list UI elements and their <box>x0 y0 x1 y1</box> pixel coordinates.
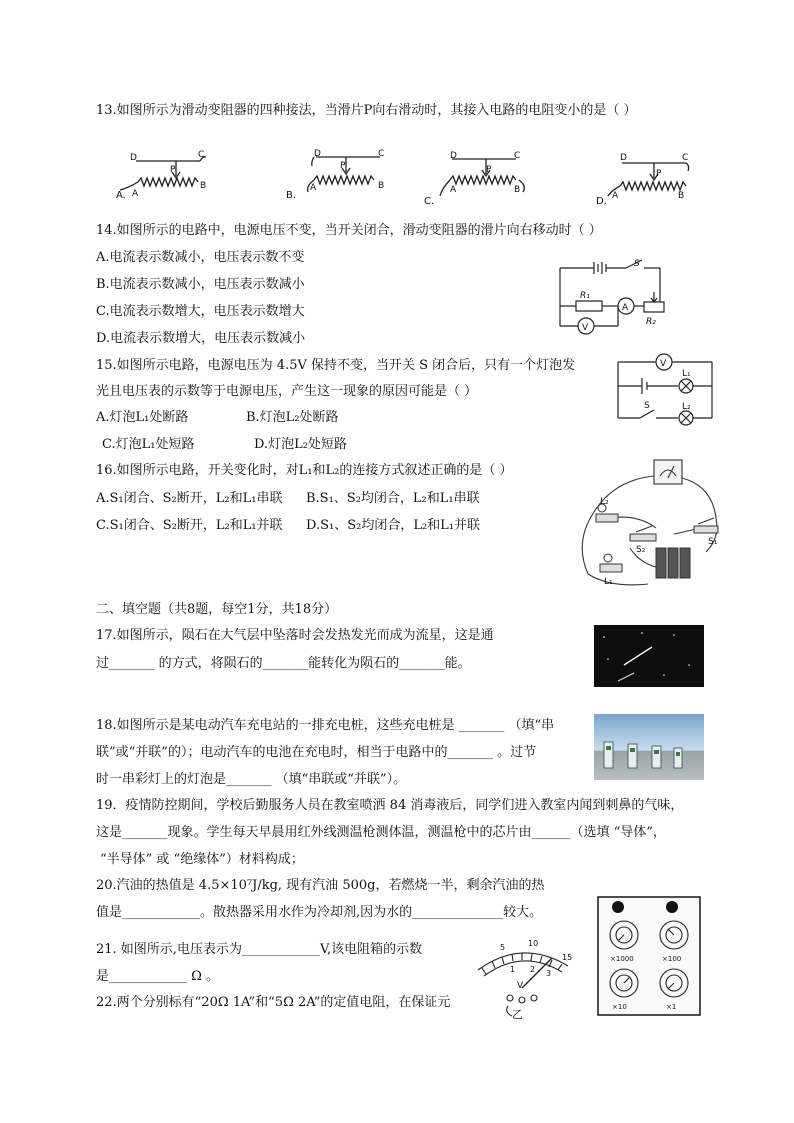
charging-station-photo <box>594 714 704 780</box>
q13a-d: D <box>130 153 137 163</box>
q15-label-l2: L₂ <box>682 402 691 412</box>
multiplier-1000: ×1000 <box>610 955 634 963</box>
meter-fig-label: 乙 <box>512 1008 523 1020</box>
q16-choice-a: A.S₁闭合、S₂断开，L₂和L₁串联 <box>96 491 283 506</box>
q18-line2: 联”或“并联”的）；电动汽车的电池在充电时，相当于电路中的_______ 。过节 <box>96 745 537 760</box>
q16-circuit-photo <box>570 456 730 590</box>
q16-label-l1: L₁ <box>604 577 613 587</box>
q13c-a: A <box>450 185 457 195</box>
q14-circuit-diagram <box>556 254 672 338</box>
q14-stem: 14.如图所示的电路中，电源电压不变，当开关闭合，滑动变阻器的滑片向右移动时（ ） <box>96 223 602 238</box>
q14-label-r1: R₁ <box>580 291 590 301</box>
q13b-a: A <box>310 183 317 193</box>
q15-label-l1: L₁ <box>682 369 691 379</box>
q22-line1: 22.两个分别标有“20Ω 1A”和“5Ω 2A”的定值电阻，在保证元 <box>96 995 451 1010</box>
q21-line2: 是____________ Ω 。 <box>96 969 220 984</box>
q13-option-a: A. <box>116 190 126 201</box>
q15-choice-a: A.灯泡L₁处断路 <box>96 410 189 425</box>
q20-line1: 20.汽油的热值是 4.5×10⁷J/kg, 现有汽油 500g，若燃烧一半，剩余汽油的热 <box>96 878 545 893</box>
q13-option-d: D. <box>596 196 607 207</box>
q15-line1: 15.如图所示电路，电源电压为 4.5V 保持不变，当开关 S 闭合后，只有一个灯泡发 <box>96 358 576 373</box>
q14-choice-d: D.电流表示数增大，电压表示数减小 <box>96 331 306 346</box>
meter-tick-15: 15 <box>562 953 573 962</box>
q20-line2: 值是____________。散热器采用水作为冷却剂,因为水的______________较大。 <box>96 905 543 920</box>
q17-line1: 17.如图所示，陨石在大气层中坠落时会发热发光而成为流星，这是通 <box>96 628 494 643</box>
q15-choice-c: C.灯泡L₁处短路 <box>102 437 195 452</box>
q14-choice-b: B.电流表示数减小，电压表示数减小 <box>96 277 305 292</box>
meter-inner-2: 2 <box>530 965 536 974</box>
q13a-b: B <box>200 181 207 191</box>
q13b-c: C <box>378 149 385 159</box>
q13-stem: 13.如图所示为滑动变阻器的四种接法，当滑片P向右滑动时，其接入电路的电阻变小的是（ ） <box>96 103 637 118</box>
q16-label-l2: L₂ <box>600 497 609 507</box>
q14-voltmeter-label: V <box>582 323 589 333</box>
q19-line1: 19．疫情防控期间，学校后勤服务人员在教室喷洒 84 消毒液后，同学们进入教室内闻到刺鼻的气味， <box>96 798 684 813</box>
multiplier-100: ×100 <box>662 955 682 963</box>
q13a-p: P <box>170 165 176 175</box>
q13b-d: D <box>314 149 321 159</box>
q13d-b: B <box>678 191 685 201</box>
q13b-p: P <box>340 161 346 171</box>
q13-option-c: C. <box>424 196 435 207</box>
q19-line3: “半导体” 或 “绝缘体”）材料构成； <box>100 852 304 867</box>
q13c-d: D <box>450 151 457 161</box>
q16-choice-d: D.S₁、S₂均闭合，L₂和L₁并联 <box>306 518 481 533</box>
meter-inner-1: 1 <box>510 965 516 974</box>
q15-voltmeter-label: V <box>660 359 667 369</box>
meteor-photo <box>594 625 704 687</box>
meter-unit-v: V <box>517 981 524 991</box>
q15-line2: 光且电压表的示数等于电源电压，产生这一现象的原因可能是（ ） <box>96 384 478 399</box>
q13b-b: B <box>378 181 385 191</box>
q16-label-s2: S₂ <box>636 545 646 555</box>
q15-choice-b: B.灯泡L₂处断路 <box>246 410 339 425</box>
q13a-a: A <box>132 189 139 199</box>
q13d-c: C <box>682 153 689 163</box>
q13a-c: C <box>198 150 205 160</box>
q15-choice-d: D.灯泡L₂处短路 <box>254 437 347 452</box>
q14-label-r2: R₂ <box>646 317 656 327</box>
q15-circuit-diagram <box>614 352 716 430</box>
q13-option-b: B. <box>286 190 297 201</box>
q15-label-s: S <box>644 401 650 411</box>
resistance-box <box>596 895 704 1019</box>
q13d-p: P <box>656 169 662 179</box>
q18-line3: 时一串彩灯上的灯泡是_______ （填“串联或“并联”）。 <box>96 772 407 787</box>
q14-label-s: S <box>634 259 640 269</box>
q13d-a: A <box>612 191 619 201</box>
q21-line1: 21. 如图所示,电压表示为____________V,该电阻箱的示数 <box>96 942 423 957</box>
q16-stem: 16.如图所示电路，开关变化时，对L₁和L₂的连接方式叙述正确的是（ ） <box>96 463 513 478</box>
q16-choice-b: B.S₁、S₂均闭合，L₂和L₁串联 <box>306 491 480 506</box>
q16-label-s1: S₁ <box>708 537 718 547</box>
q19-line2: 这是_______现象。学生每天早晨用红外线测温枪测体温，测温枪中的芯片由______（选填 “导体”， <box>96 825 666 840</box>
q13c-b: B <box>514 185 521 195</box>
multiplier-10: ×10 <box>612 1003 627 1011</box>
voltmeter-dial <box>470 930 580 1020</box>
q13c-p: P <box>486 165 492 175</box>
q14-ammeter-label: A <box>622 303 629 313</box>
q16-choice-c: C.S₁闭合、S₂断开，L₂和L₁并联 <box>96 518 283 533</box>
multiplier-1: ×1 <box>666 1003 677 1011</box>
q13-rheostat-figures <box>100 148 720 212</box>
q17-line2: 过_______ 的方式，将陨石的_______能转化为陨石的_______能。 <box>96 656 471 671</box>
meter-inner-3: 3 <box>546 969 552 978</box>
q13d-d: D <box>620 153 627 163</box>
meter-tick-5: 5 <box>500 943 506 952</box>
section-title: 二、填空题（共8题，每空1分，共18分） <box>96 602 338 617</box>
q14-choice-c: C.电流表示数增大，电压表示数增大 <box>96 304 305 319</box>
q13c-c: C <box>514 151 521 161</box>
q18-line1: 18.如图所示是某电动汽车充电站的一排充电桩，这些充电桩是 _______ （填“串 <box>96 718 555 733</box>
meter-tick-10: 10 <box>528 939 539 948</box>
q14-choice-a: A.电流表示数减小，电压表示数不变 <box>96 250 305 265</box>
